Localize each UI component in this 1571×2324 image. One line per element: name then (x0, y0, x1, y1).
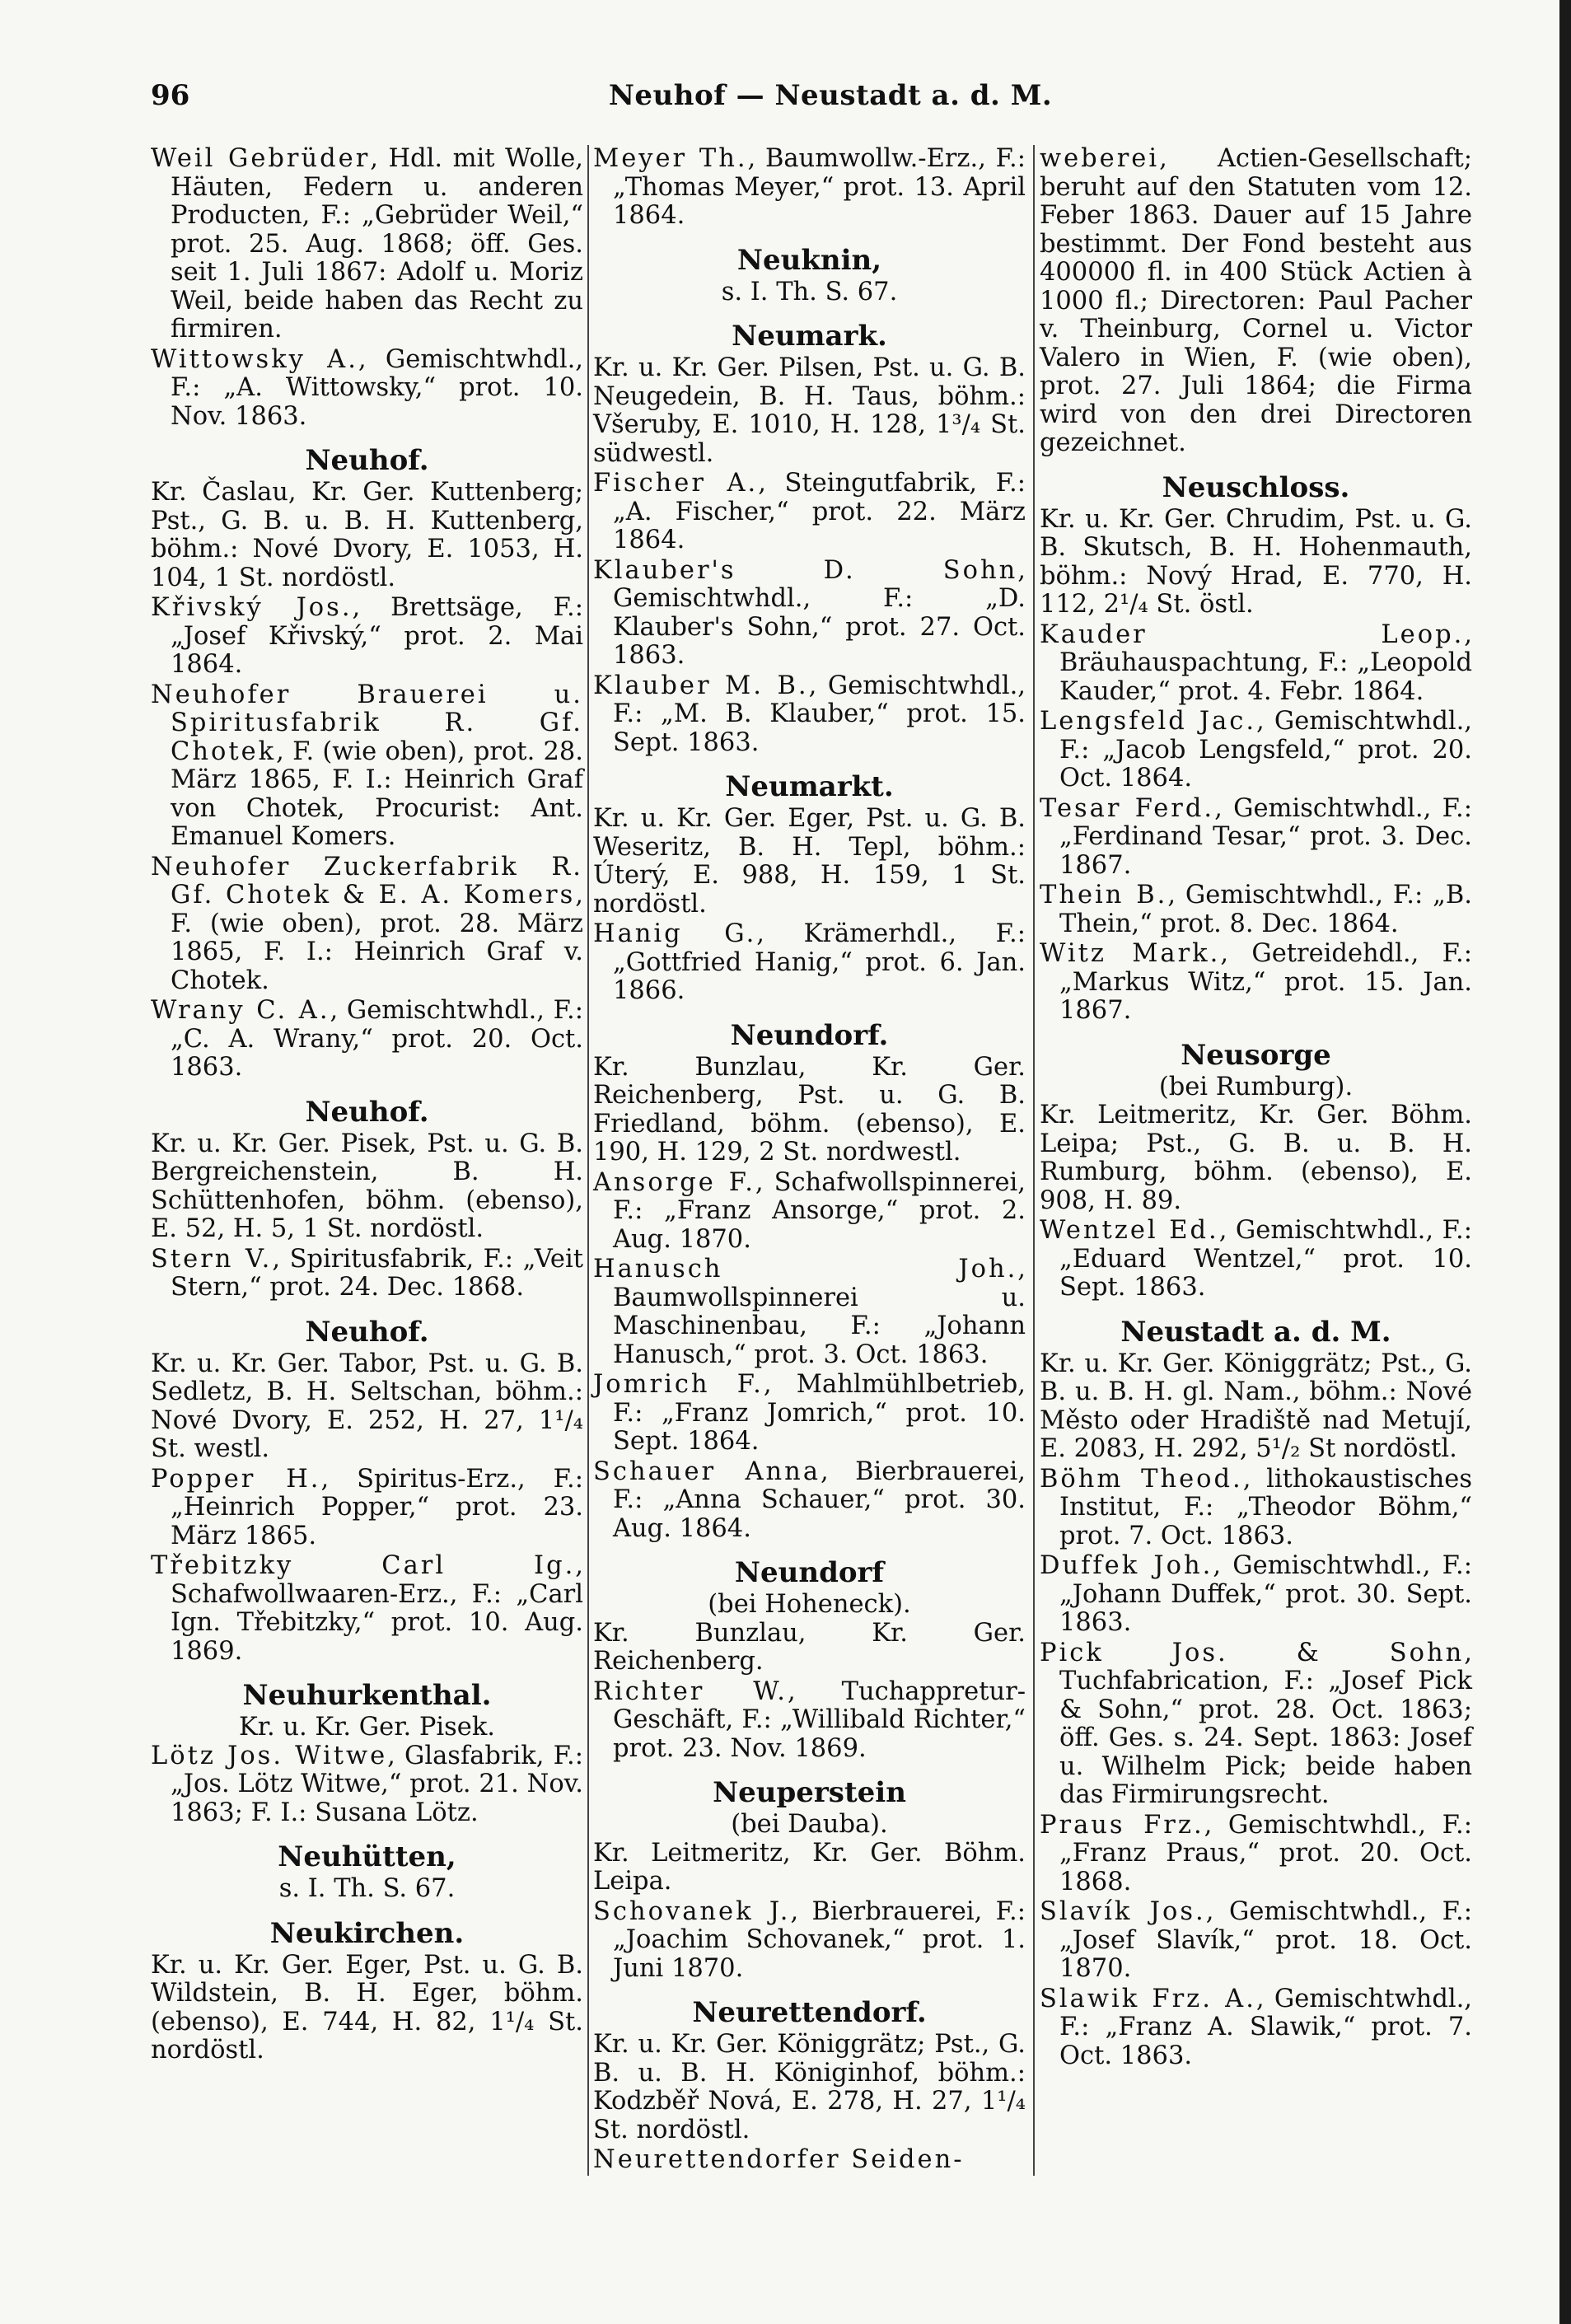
register-entry (151, 997, 583, 1083)
place-subheading: (bei Hoheneck). (708, 1590, 911, 1619)
page-header (151, 79, 1510, 120)
place-description (151, 1130, 583, 1244)
place-subheading: (bei Rumburg). (1158, 1072, 1354, 1101)
register-entry (593, 2146, 1026, 2175)
place-heading: Neundorf (734, 1556, 885, 1589)
entry-text: , Gemischtwhdl., F.: „Franz Praus,“ prot. 20. Oct. 1868. (1059, 1810, 1472, 1896)
register-entry (151, 1466, 583, 1551)
register-entry (1040, 1898, 1472, 1984)
entry-text: , Bierbrauerei, F.: „Anna Schauer,“ prot. 30. Aug. 1864. (613, 1457, 1026, 1543)
register-entry (593, 1458, 1026, 1544)
page-number: 96 (151, 79, 190, 112)
place-heading: Neukirchen. (269, 1916, 465, 1950)
entry-firm-name: Křivský Jos. (151, 593, 353, 622)
place-subheading: Kr. u. Kr. Ger. Pisek. (238, 1713, 496, 1742)
entry-firm-name: Böhm Theod. (1040, 1464, 1243, 1494)
place-heading: Neuknin, (736, 243, 882, 277)
entry-text: , Gemischtwhdl., F.: „Johann Duffek,“ prot. 30. Sept. 1863. (1059, 1551, 1472, 1637)
page-edge (1559, 0, 1571, 2324)
entry-firm-name: Jomrich F. (593, 1370, 764, 1399)
entry-firm-name: Meyer Th. (593, 144, 748, 173)
entry-firm-name: Neurettendorfer Seiden- (593, 2145, 965, 2174)
entry-firm-name: Praus Frz. (1040, 1810, 1204, 1840)
register-entry (593, 1371, 1026, 1457)
register-entry (151, 853, 583, 996)
place-heading: Neusorge (1181, 1038, 1331, 1072)
register-entry (593, 1169, 1026, 1255)
entry-text: , Steingutfabrik, F.: „A. Fischer,“ prot. 22. März 1864. (613, 469, 1026, 554)
entry-firm-name: Kauder Leop. (1040, 620, 1465, 649)
column-rule-2 (1033, 145, 1035, 2176)
entry-text: , Bräuhauspachtung, F.: „Leopold Kauder,“ prot. 4. Febr. 1864. (1059, 620, 1472, 706)
entry-firm-name: Wittowsky A. (151, 344, 358, 374)
entry-text: , Baumwollw.-Erz., F.: „Thomas Meyer,“ prot. 13. April 1864. (613, 144, 1026, 230)
register-entry (151, 594, 583, 680)
entry-text: , Schafwollwaaren-Erz., F.: „Carl Ign. Třebitzky,“ prot. 10. Aug. 1869. (171, 1551, 583, 1666)
entry-text: , Mahlmühlbetrieb, F.: „Franz Jomrich,“ prot. 10. Sept. 1864. (613, 1370, 1026, 1456)
entry-text: Kr. u. Kr. Ger. Chrudim, Pst. u. G. B. Skutsch, B. H. Hohenmauth, böhm.: Nový Hrad, E. 770, H. 112, 2¹/₄ St. östl. (1040, 504, 1472, 619)
entry-text: , Baumwollspinnerei u. Maschinenbau, F.: „Johann Hanusch,“ prot. 3. Oct. 1863. (613, 1255, 1026, 1369)
entry-firm-name: Stern V. (151, 1244, 273, 1274)
entry-firm-name: Weil Gebrüder (151, 144, 371, 173)
register-entry (151, 681, 583, 852)
entry-firm-name: Neuhofer Brauerei u. Spiritusfabrik R. Gf. Chotek (151, 680, 583, 766)
column-2 (593, 145, 1026, 2177)
register-entry (1040, 1552, 1472, 1638)
entry-text: , Tuchfabrication, F.: „Josef Pick & Sohn,“ prot. 28. Oct. 1863; öff. Ges. s. 24. Sept. 1863: Josef u. Wilhelm Pick; beide haben das Firmirungsrecht. (1059, 1638, 1472, 1809)
place-heading: Neuhof. (305, 1315, 429, 1349)
entry-firm-name: Tesar Ferd. (1040, 793, 1215, 823)
entry-text: , F. (wie oben), prot. 28. März 1865, F. I.: Heinrich Graf von Chotek, Procurist: Ant. Emanuel Komers. (171, 736, 583, 851)
place-description (593, 1620, 1026, 1676)
entry-firm-name: Klauber M. B. (593, 671, 809, 700)
place-description (151, 479, 583, 592)
entry-firm-name: Neuhofer Zuckerfabrik R. Gf. Chotek & E. A. Komers (151, 852, 583, 909)
register-entry (593, 1256, 1026, 1369)
register-entry (151, 145, 583, 344)
running-head: Neuhof — Neustadt a. d. M. (608, 79, 1053, 112)
place-description (151, 1350, 583, 1464)
register-entry (1040, 881, 1472, 938)
register-entry (151, 346, 583, 432)
entry-text: , Gemischtwhdl., F.: „Jacob Lengsfeld,“ prot. 20. Oct. 1864. (1059, 707, 1472, 793)
entry-text: , Hdl. mit Wolle, Häuten, Federn u. anderen Producten, F.: „Gebrüder Weil,“ prot. 25. Aug. 1868; öff. Ges. seit 1. Juli 1867: Adolf u. Moriz Weil, beide haben das Recht zu firmiren. (171, 144, 583, 344)
register-entry (151, 1246, 583, 1302)
register-entry (593, 672, 1026, 758)
entry-text: Kr. Časlau, Kr. Ger. Kuttenberg; Pst., G. B. u. B. H. Kuttenberg, böhm.: Nové Dvory, E. 1053, H. 104, 1 St. nordöstl. (151, 478, 583, 592)
place-heading: Neuperstein (713, 1776, 906, 1809)
entry-firm-name: Pick Jos. & Sohn (1040, 1638, 1465, 1667)
entry-firm-name: Slavík Jos. (1040, 1897, 1206, 1926)
register-entry (1040, 1466, 1472, 1551)
entry-text: , Gemischtwhdl., F.: „Ferdinand Tesar,“ prot. 3. Dec. 1867. (1059, 793, 1472, 880)
entry-text: , Gemischtwhdl., F.: „Eduard Wentzel,“ prot. 10. Sept. 1863. (1059, 1216, 1472, 1302)
entry-firm-name: Ansorge F. (593, 1167, 755, 1197)
entry-text: , Gemischtwhdl., F.: „Josef Slavík,“ prot. 18. Oct. 1870. (1059, 1897, 1472, 1983)
entry-text: , lithokaustisches Institut, F.: „Theodor Böhm,“ prot. 7. Oct. 1863. (1059, 1464, 1472, 1550)
register-entry (593, 920, 1026, 1006)
place-description (593, 1840, 1026, 1896)
place-description (593, 354, 1026, 468)
register-entry (151, 1742, 583, 1828)
register-entry (593, 470, 1026, 555)
entry-text: , Gemischtwhdl., F.: „B. Thein,“ prot. 8. Dec. 1864. (1059, 881, 1472, 938)
place-description (593, 805, 1026, 919)
column-rule-1 (587, 145, 589, 2176)
register-entry (593, 557, 1026, 671)
entry-text: , Gemischtwhdl., F.: „C. A. Wrany,“ prot. 20. Oct. 1863. (171, 996, 583, 1082)
place-heading: Neustadt a. d. M. (1120, 1315, 1391, 1349)
entry-firm-name: Klauber's D. Sohn (593, 555, 1018, 585)
entry-text: Kr. u. Kr. Ger. Tabor, Pst. u. G. B. Sedletz, B. H. Seltschan, böhm.: Nové Dvory, E. 252, H. 27, 1¹/₄ St. westl. (151, 1349, 583, 1463)
entry-text: Kr. Bunzlau, Kr. Ger. Reichenberg, Pst. u. G. B. Friedland, böhm. (ebenso), E. 190, H. 129, 2 St. nordwestl. (593, 1052, 1026, 1167)
place-description (1040, 506, 1472, 620)
entry-firm-name: Popper H. (151, 1464, 321, 1494)
place-subheading: s. I. Th. S. 67. (721, 277, 898, 306)
place-subheading: s. I. Th. S. 67. (278, 1874, 456, 1903)
place-heading: Neuhof. (305, 444, 429, 477)
entry-text: , Tuchappretur-Geschäft, F.: „Willibald Richter,“ prot. 23. Nov. 1869. (613, 1676, 1026, 1763)
entry-firm-name: Schovanek J. (593, 1896, 791, 1926)
entry-text: , Gemischtwhdl., F.: „D. Klauber's Sohn,“ prot. 27. Oct. 1863. (613, 555, 1026, 670)
entry-text: , Brettsäge, F.: „Josef Křivský,“ prot. 2. Mai 1864. (171, 593, 583, 679)
entry-text: , Schafwollspinnerei, F.: „Franz Ansorge,“ prot. 2. Aug. 1870. (613, 1167, 1026, 1254)
entry-text: , F. (wie oben), prot. 28. März 1865, F. I.: Heinrich Graf v. Chotek. (171, 881, 583, 995)
entry-text: Kr. Leitmeritz, Kr. Ger. Böhm. Leipa; Pst., G. B. u. B. H. Rumburg, böhm. (ebenso), E. 908, H. 89. (1040, 1101, 1472, 1215)
place-heading: Neuschloss. (1162, 470, 1350, 504)
entry-firm-name: Schauer Anna (593, 1457, 821, 1486)
entry-text: Kr. u. Kr. Ger. Königgrätz; Pst., G. B. u. B. H. gl. Nam., böhm.: Nové Město oder Hradiště nad Metují, E. 2083, H. 292, 5¹/₂ St nordöstl. (1040, 1349, 1472, 1463)
column-3 (1040, 145, 1472, 2072)
entry-text: , Gemischtwhdl., F.: „Franz A. Slawik,“ prot. 7. Oct. 1863. (1059, 1984, 1472, 2070)
entry-text: , Actien-Gesellschaft; beruht auf den Statuten vom 12. Feber 1863. Dauer auf 15 Jahre bestimmt. Der Fond besteht aus 400000 fl. in 400 Stück Actien à 1000 fl.; Directoren: Paul Pacher v. Theinburg, Cornel u. Victor Valero in Wien, F. (wie oben), prot. 27. Juli 1864; die Firma wird von den drei Directoren gezeichnet. (1040, 144, 1472, 457)
register-entry (151, 1552, 583, 1666)
entry-firm-name: Lengsfeld Jac. (1040, 707, 1257, 736)
register-entry (1040, 1217, 1472, 1302)
entry-text: , Gemischtwhdl., F.: „M. B. Klauber,“ prot. 15. Sept. 1863. (613, 671, 1026, 757)
entry-text: Kr. Bunzlau, Kr. Ger. Reichenberg. (593, 1618, 1026, 1676)
entry-text: , Bierbrauerei, F.: „Joachim Schovanek,“ prot. 1. Juni 1870. (613, 1896, 1026, 1983)
entry-firm-name: weberei (1040, 144, 1160, 173)
entry-text: Kr. Leitmeritz, Kr. Ger. Böhm. Leipa. (593, 1838, 1026, 1896)
entry-text: , Spiritus-Erz., F.: „Heinrich Popper,“ prot. 23. März 1865. (171, 1464, 583, 1550)
place-heading: Neuhütten, (278, 1840, 456, 1873)
register-entry (593, 1898, 1026, 1984)
entry-firm-name: Hanusch Joh. (593, 1255, 1018, 1284)
entry-firm-name: Thein B. (1040, 881, 1168, 909)
entry-firm-name: Wrany C. A. (151, 996, 330, 1025)
entry-text: , Glasfabrik, F.: „Jos. Lötz Witwe,“ prot. 21. Nov. 1863; F. I.: Susana Lötz. (171, 1741, 583, 1827)
column-1 (151, 145, 583, 2067)
place-heading: Neuhof. (305, 1095, 429, 1129)
place-description (151, 1952, 583, 2065)
entry-firm-name: Duffek Joh. (1040, 1551, 1213, 1580)
entry-firm-name: Richter W. (593, 1676, 788, 1706)
entry-firm-name: Fischer A. (593, 469, 759, 498)
place-heading: Neurettendorf. (692, 1996, 927, 2029)
entry-text: Kr. u. Kr. Ger. Eger, Pst. u. G. B. Weseritz, B. H. Tepl, böhm.: Úterý, E. 988, H. 159, 1 St. nordöstl. (593, 804, 1026, 919)
register-entry (593, 145, 1026, 231)
entry-firm-name: Hanig G. (593, 919, 757, 948)
register-entry (1040, 1985, 1472, 2071)
entry-firm-name: Wentzel Ed. (1040, 1216, 1219, 1245)
register-entry (1040, 1639, 1472, 1810)
entry-text: , Spiritusfabrik, F.: „Veit Stern,“ prot. 24. Dec. 1868. (171, 1244, 583, 1302)
entry-text: Kr. u. Kr. Ger. Pisek, Pst. u. G. B. Bergreichenstein, B. H. Schüttenhofen, böhm. (ebenso), E. 52, H. 5, 1 St. nordöstl. (151, 1129, 583, 1243)
place-heading: Neumarkt. (725, 770, 894, 803)
entry-text: , Krämerhdl., F.: „Gottfried Hanig,“ prot. 6. Jan. 1866. (613, 919, 1026, 1005)
entry-text: Kr. u. Kr. Ger. Eger, Pst. u. G. B. Wildstein, B. H. Eger, böhm. (ebenso), E. 744, H. 82, 1¹/₄ St. nordöstl. (151, 1950, 583, 2064)
entry-firm-name: Třebitzky Carl Ig. (151, 1551, 576, 1580)
entry-firm-name: Slawik Frz. A. (1040, 1984, 1256, 2013)
place-heading: Neundorf. (730, 1018, 889, 1052)
place-heading: Neumark. (732, 320, 887, 353)
place-description (593, 1054, 1026, 1167)
place-description (1040, 1350, 1472, 1464)
register-entry (593, 1678, 1026, 1764)
place-subheading: (bei Dauba). (731, 1810, 888, 1839)
register-entry (1040, 940, 1472, 1026)
place-description (593, 2031, 1026, 2144)
entry-text: Kr. u. Kr. Ger. Pilsen, Pst. u. G. B. Neugedein, B. H. Taus, böhm.: Všeruby, E. 1010, H. 128, 1³/₄ St. südwestl. (593, 353, 1026, 468)
register-entry (1040, 795, 1472, 881)
entry-firm-name: Lötz Jos. Witwe (151, 1741, 388, 1770)
register-entry (1040, 1812, 1472, 1897)
register-entry (1040, 708, 1472, 793)
entry-firm-name: Witz Mark. (1040, 939, 1221, 968)
place-description (1040, 1101, 1472, 1215)
entry-text: , Gemischtwhdl., F.: „A. Wittowsky,“ prot. 10. Nov. 1863. (171, 344, 583, 431)
entry-text: Kr. u. Kr. Ger. Königgrätz; Pst., G. B. u. B. H. Königinhof, böhm.: Kodzběř Nová, E. 278, H. 27, 1¹/₄ St. nordöstl. (593, 2030, 1026, 2144)
entry-text: , Getreidehdl., F.: „Markus Witz,“ prot. 15. Jan. 1867. (1059, 939, 1472, 1025)
place-heading: Neuhurkenthal. (242, 1679, 492, 1712)
register-entry (1040, 621, 1472, 707)
place-description (1040, 145, 1472, 458)
